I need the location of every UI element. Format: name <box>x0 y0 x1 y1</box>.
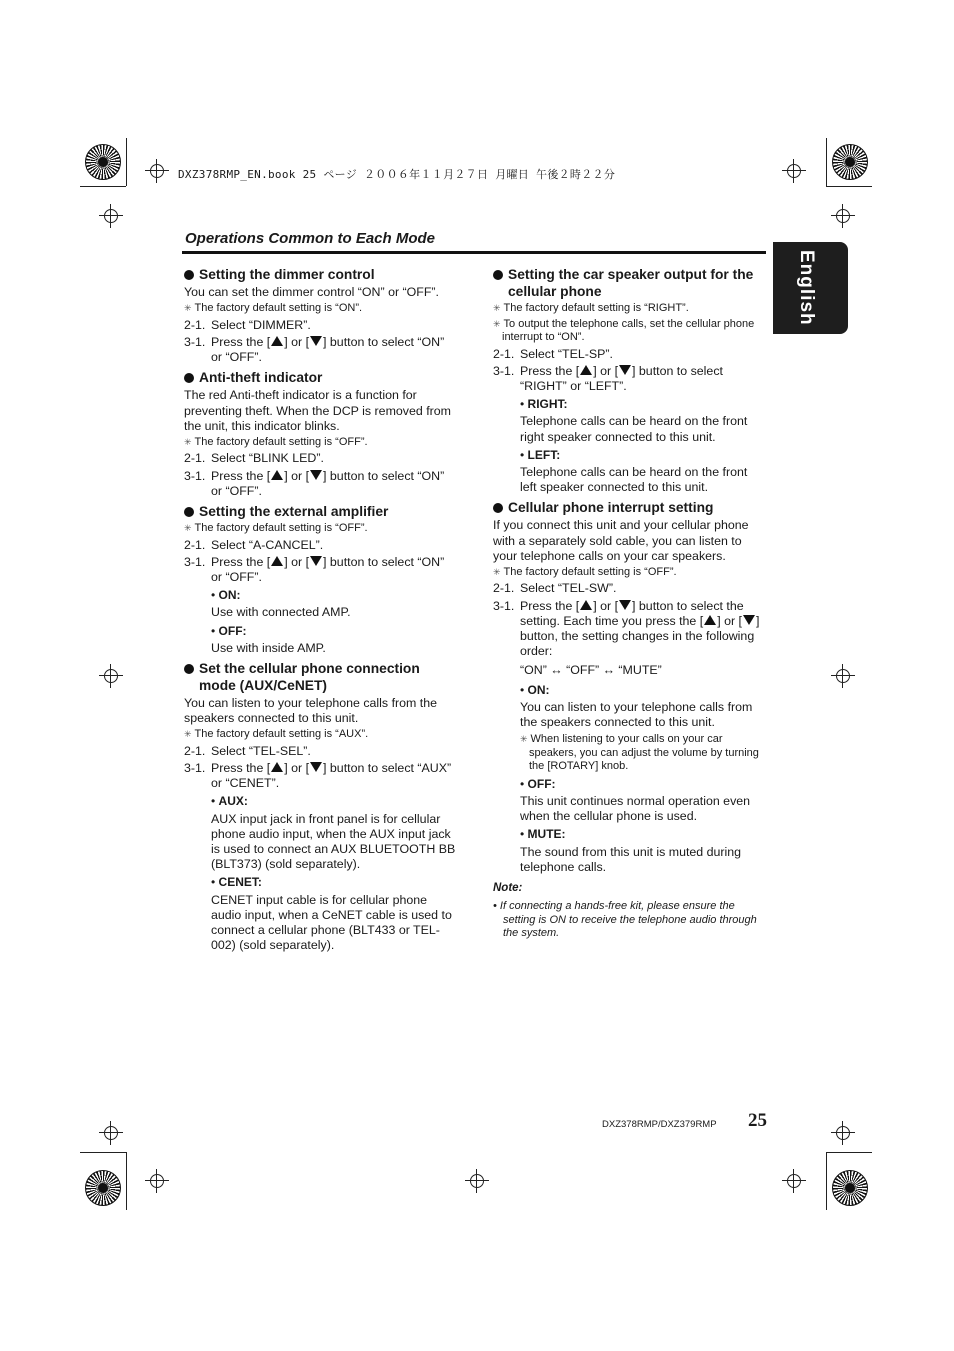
model-number: DXZ378RMP/DXZ379RMP <box>602 1119 717 1130</box>
up-arrow-icon <box>271 556 283 566</box>
asterisk-icon: ✳ <box>493 318 501 329</box>
setting-order: “ON” ↔ “OFF” ↔ “MUTE” <box>520 663 662 678</box>
step: 3-1. Press the [ ] or [ ] button to select “AUX” or “CENET”. <box>184 761 452 791</box>
default-note: ✳ To output the telephone calls, set the cellular phone interrupt to “ON”. <box>493 317 755 343</box>
default-note: ✳ The factory default setting is “OFF”. <box>184 522 368 535</box>
bullet-icon <box>184 507 194 517</box>
bullet-icon <box>493 503 503 513</box>
section-heading: Set the cellular phone connection mode (AUX/CeNET) <box>184 660 456 694</box>
registration-crosshair-icon <box>470 1174 484 1188</box>
default-note: ✳ The factory default setting is “RIGHT”. <box>493 302 689 314</box>
option-note: ✳ When listening to your calls on your car speakers, you can adjust the volume by turning the [ROTARY] knob. <box>520 733 759 773</box>
down-arrow-icon <box>310 556 322 566</box>
bullet-icon <box>184 664 194 674</box>
print-header: DXZ378RMP_EN.book 25 ページ ２００６年１１月２７日 月曜日 午後２時２２分 <box>178 168 616 181</box>
option: • OFF: This unit continues normal operation even when the cellular phone is used. <box>493 777 765 825</box>
option: • AUX: AUX input jack in front panel is for cellular phone audio input, when the AUX input jack is used to connect an AUX BLUETOOTH BB (BLT373) (sold separately). <box>184 794 456 872</box>
asterisk-icon: ✳ <box>184 436 192 447</box>
step: 2-1. Select “A-CANCEL”. <box>184 537 324 552</box>
registration-crosshair-icon <box>150 164 164 178</box>
down-arrow-icon <box>619 365 631 375</box>
step: 3-1. Press the [ ] or [ ] button to select “ON” or “OFF”. <box>184 468 445 498</box>
registration-crosshair-icon <box>104 1126 118 1140</box>
asterisk-icon: ✳ <box>184 523 192 534</box>
asterisk-icon: ✳ <box>493 566 501 577</box>
section-heading: Anti-theft indicator <box>184 369 456 386</box>
paragraph: The red Anti-theft indicator is a function for preventing theft. When the DCP is removed from the unit, this indicator blinks. <box>184 388 451 433</box>
registration-starburst-icon <box>85 144 121 180</box>
crop-mark <box>126 138 127 186</box>
down-arrow-icon <box>743 615 755 625</box>
section-heading: Setting the car speaker output for the cellular phone <box>493 266 765 300</box>
step: 3-1. Press the [ ] or [ ] button to select “ON” or “OFF”. <box>184 334 445 365</box>
step: 2-1. Select “DIMMER”. <box>184 317 311 332</box>
language-tab <box>773 242 848 334</box>
note-heading: Note: <box>493 881 523 894</box>
note-item: • If connecting a hands-free kit, please ensure the setting is ON to receive the telephone audio through the system. <box>493 900 757 940</box>
down-arrow-icon <box>310 762 322 772</box>
registration-crosshair-icon <box>104 209 118 223</box>
registration-starburst-icon <box>832 144 868 180</box>
paragraph: You can listen to your telephone calls from the speakers connected to this unit. <box>184 695 438 726</box>
registration-crosshair-icon <box>836 1126 850 1140</box>
paragraph: If you connect this unit and your cellular phone with a separately sold cable, you can listen to your telephone calls on your car speakers. <box>493 518 749 563</box>
registration-starburst-icon <box>85 1170 121 1206</box>
default-note: ✳ The factory default setting is “OFF”. <box>184 435 368 448</box>
crop-mark <box>826 1152 872 1153</box>
registration-crosshair-icon <box>836 669 850 683</box>
option: • RIGHT: Telephone calls can be heard on the front right speaker connected to this unit. <box>493 397 765 445</box>
registration-crosshair-icon <box>104 669 118 683</box>
registration-starburst-icon <box>832 1170 868 1206</box>
asterisk-icon: ✳ <box>184 303 192 314</box>
step: 2-1. Select “TEL-SEL”. <box>184 743 311 758</box>
default-note: ✳ The factory default setting is “OFF”. <box>493 565 677 578</box>
registration-crosshair-icon <box>787 1174 801 1188</box>
up-arrow-icon <box>580 365 592 375</box>
title-rule <box>182 251 766 254</box>
page-number: 25 <box>748 1110 767 1131</box>
step: 2-1. Select “TEL-SW”. <box>493 581 617 596</box>
step: 3-1. Press the [ ] or [ ] button to select “ON” or “OFF”. <box>184 554 445 584</box>
up-arrow-icon <box>271 336 283 346</box>
registration-crosshair-icon <box>787 164 801 178</box>
up-arrow-icon <box>271 470 283 480</box>
option: • CENET: CENET input cable is for cellular phone audio input, when a CeNET cable is used to connect a cellular phone (BLT433 or TEL-002) (sold separately). <box>184 875 456 953</box>
asterisk-icon: ✳ <box>184 729 192 740</box>
section-heading: Cellular phone interrupt setting <box>493 499 765 516</box>
option: • ON: Use with connected AMP. <box>184 588 456 620</box>
default-note: ✳ The factory default setting is “AUX”. <box>184 728 369 741</box>
section-heading: Setting the external amplifier <box>184 503 456 520</box>
crop-mark <box>80 186 126 187</box>
asterisk-icon: ✳ <box>520 734 528 745</box>
crop-mark <box>126 1152 127 1210</box>
crop-mark <box>826 186 872 187</box>
crop-mark <box>826 138 827 186</box>
step: 2-1. Select “BLINK LED”. <box>184 451 324 466</box>
up-arrow-icon <box>271 762 283 772</box>
step: 2-1. Select “TEL-SP”. <box>493 346 613 361</box>
option: • MUTE: The sound from this unit is muted during telephone calls. <box>493 827 765 875</box>
down-arrow-icon <box>619 600 631 610</box>
up-arrow-icon <box>580 600 592 610</box>
step: 3-1. Press the [ ] or [ ] button to select the setting. Each time you press the [ ] or [ ] button, the setting changes in the following order: <box>493 598 760 659</box>
step: 3-1. Press the [ ] or [ ] button to select “RIGHT” or “LEFT”. <box>493 363 723 393</box>
crop-mark <box>80 1152 126 1153</box>
down-arrow-icon <box>310 336 322 346</box>
page-title: Operations Common to Each Mode <box>185 230 436 247</box>
option: • LEFT: Telephone calls can be heard on the front left speaker connected to this unit. <box>493 448 765 496</box>
section-heading: Setting the dimmer control <box>184 266 456 283</box>
bullet-icon <box>493 270 503 280</box>
registration-crosshair-icon <box>836 209 850 223</box>
option: • OFF: Use with inside AMP. <box>184 624 456 656</box>
crop-mark <box>826 1152 827 1210</box>
asterisk-icon: ✳ <box>493 303 501 313</box>
bullet-icon <box>184 373 194 383</box>
down-arrow-icon <box>310 470 322 480</box>
option: • ON: You can listen to your telephone calls from the speakers connected to this unit. <box>493 683 765 731</box>
default-note: ✳ The factory default setting is “ON”. <box>184 302 363 315</box>
paragraph: You can set the dimmer control “ON” or “OFF”. <box>184 285 439 299</box>
up-arrow-icon <box>704 615 716 625</box>
left-column <box>184 262 456 956</box>
right-column <box>493 262 765 941</box>
registration-crosshair-icon <box>150 1174 164 1188</box>
bullet-icon <box>184 270 194 280</box>
language-tab-label: English <box>796 250 817 326</box>
